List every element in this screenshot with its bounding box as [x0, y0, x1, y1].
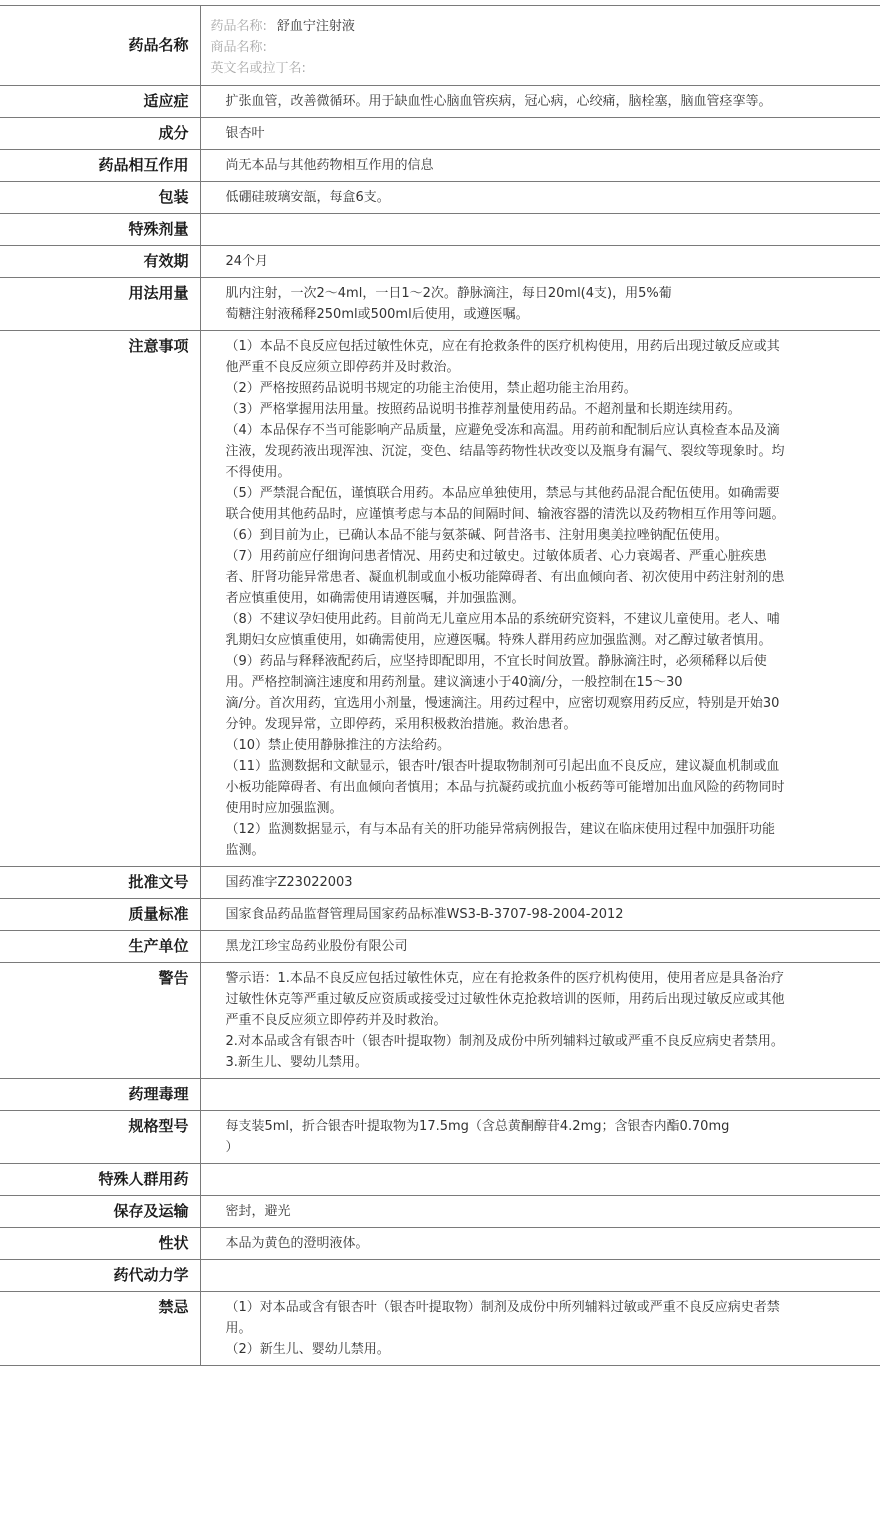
label-storage: 保存及运输 — [0, 1196, 200, 1228]
row-spec — [0, 1111, 880, 1164]
label-validity: 有效期 — [0, 246, 200, 278]
label-appearance: 性状 — [0, 1228, 200, 1260]
row-drug-name — [0, 6, 880, 86]
value-special-dosage — [200, 214, 880, 246]
generic-name-label: 药品名称: — [210, 19, 267, 34]
row-indications — [0, 86, 880, 118]
label-quality: 质量标准 — [0, 899, 200, 931]
trade-name-line — [211, 37, 786, 58]
value-manufacturer — [200, 931, 880, 963]
value-precautions — [200, 331, 880, 867]
label-interactions: 药品相互作用 — [0, 150, 200, 182]
row-warning — [0, 963, 880, 1079]
text-warning: 警示语：1.本品不良反应包括过敏性休克，应在有抢救条件的医疗机构使用，使用者应是具备治疗过敏性休克等严重过敏反应资质或接受过过敏性休克抢救培训的医师，用药后出现过敏反应或其他严重不良反应须立即停药并及时救治。 2.对本品或含有银杏叶（银杏叶提取物）制剂及成份中所列辅料过敏或严重不良反应病史者禁用。 3.新生儿、婴幼儿禁用。 — [225, 971, 785, 1070]
english-name-line — [211, 58, 786, 79]
value-validity — [200, 246, 880, 278]
row-special-dosage — [0, 214, 880, 246]
generic-name-value: 舒血宁注射液 — [276, 19, 355, 34]
text-manufacturer: 黑龙江珍宝岛药业股份有限公司 — [225, 939, 408, 954]
row-validity — [0, 246, 880, 278]
row-pharmacology — [0, 1079, 880, 1111]
label-pharmacology: 药理毒理 — [0, 1079, 200, 1111]
text-contraindications: （1）对本品或含有银杏叶（银杏叶提取物）制剂及成份中所列辅料过敏或严重不良反应病史者禁用。 （2）新生儿、婴幼儿禁用。 — [225, 1300, 780, 1357]
value-indications — [200, 86, 880, 118]
value-warning — [200, 963, 880, 1079]
generic-name-line — [211, 16, 786, 37]
value-interactions — [200, 150, 880, 182]
value-usage — [200, 278, 880, 331]
row-appearance — [0, 1228, 880, 1260]
row-storage — [0, 1196, 880, 1228]
text-storage: 密封，避光 — [225, 1204, 291, 1219]
drug-info-table — [0, 5, 880, 1366]
row-interactions — [0, 150, 880, 182]
text-quality: 国家食品药品监督管理局国家药品标准WS3-B-3707-98-2004-2012 — [225, 907, 624, 922]
trade-name-label: 商品名称: — [210, 40, 267, 55]
row-usage — [0, 278, 880, 331]
row-precautions — [0, 331, 880, 867]
label-contraindications: 禁忌 — [0, 1292, 200, 1366]
text-appearance: 本品为黄色的澄明液体。 — [225, 1236, 369, 1251]
text-spec: 每支装5ml，折合银杏叶提取物为17.5mg（含总黄酮醇苷4.2mg；含银杏内酯0.70mg ） — [225, 1119, 730, 1155]
text-approval: 国药准字Z23022003 — [225, 875, 353, 890]
value-pharmacology — [200, 1079, 880, 1111]
label-packaging: 包装 — [0, 182, 200, 214]
value-ingredients — [200, 118, 880, 150]
label-drug-name: 药品名称 — [0, 6, 200, 86]
row-manufacturer — [0, 931, 880, 963]
text-ingredients: 银杏叶 — [225, 126, 265, 141]
english-name-label: 英文名或拉丁名: — [210, 61, 306, 76]
label-pharmacokinetics: 药代动力学 — [0, 1260, 200, 1292]
value-packaging — [200, 182, 880, 214]
label-usage: 用法用量 — [0, 278, 200, 331]
text-validity: 24个月 — [225, 254, 269, 269]
label-warning: 警告 — [0, 963, 200, 1079]
label-precautions: 注意事项 — [0, 331, 200, 867]
label-manufacturer: 生产单位 — [0, 931, 200, 963]
label-ingredients: 成分 — [0, 118, 200, 150]
row-special-population — [0, 1164, 880, 1196]
text-precautions: （1）本品不良反应包括过敏性休克，应在有抢救条件的医疗机构使用，用药后出现过敏反应或其他严重不良反应须立即停药并及时救治。 （2）严格按照药品说明书规定的功能主治使用，禁止超功能主治用药。 （3）严格掌握用法用量。按照药品说明书推荐剂量使用药品。不超剂量和长期连续用药。 （4）本品保存不当可能影响产品质量，应避免受冻和高温。用药前和配制后应认真检查本品及滴注液，发现药液出现浑浊、沉淀，变色、结晶等药物性状改变以及瓶身有漏气、裂纹等现象时。均不得使用。 （5）严禁混合配伍，谨慎联合用药。本品应单独使用，禁忌与其他药品混合配伍使用。如确需要联合使用其他药品时，应谨慎考虑与本品的间隔时间、输液容器的清洗以及药物相互作用等问题。 （6）到目前为止，已确认本品不能与氨茶碱、阿昔洛韦、注射用奥美拉唑钠配伍使用。 （7）用药前应仔细询问患者情况、用药史和过敏史。过敏体质者、心力衰竭者、严重心脏疾患者、肝肾功能异常患者、凝血机制或血小板功能障碍者、有出血倾向者、初次使用中药注射剂的患者应慎重使用，如确需使用请遵医嘱，并加强监测。 （8）不建议孕妇使用此药。目前尚无儿童应用本品的系统研究资料，不建议儿童使用。老人、哺乳期妇女应慎重使用，如确需使用，应遵医嘱。特殊人群用药应加强监测。对乙醇过敏者慎用。 （9）药品与释释液配药后，应坚持即配即用，不宜长时间放置。静脉滴注时，必须稀释以后使用。严格控制滴注速度和用药剂量。建议滴速小于40滴/分，一般控制在15～30 滴/分。首次用药，宜选用小剂量，慢速滴注。用药过程中，应密切观察用药反应，特别是开始30分钟。发现异常，立即停药，采用积极救治措施。救治患者。 （10）禁止使用静脉推注的方法给药。 （11）监测数据和文献显示，银杏叶/银杏叶提取物制剂可引起出血不良反应，建议凝血机制或血小板功能障碍者、有出血倾向者慎用；本品与抗凝药或抗血小板药等可能增加出血风险的药物同时使用时应加强监测。 （12）监测数据显示，有与本品有关的肝功能异常病例报告，建议在临床使用过程中加强肝功能监测。 — [225, 339, 785, 858]
value-drug-name — [200, 6, 880, 86]
label-approval: 批准文号 — [0, 867, 200, 899]
value-quality — [200, 899, 880, 931]
row-ingredients — [0, 118, 880, 150]
value-appearance — [200, 1228, 880, 1260]
row-pharmacokinetics — [0, 1260, 880, 1292]
label-indications: 适应症 — [0, 86, 200, 118]
text-indications: 扩张血管，改善微循环。用于缺血性心脑血管疾病，冠心病，心绞痛，脑栓塞，脑血管痉挛等。 — [225, 94, 772, 109]
row-contraindications — [0, 1292, 880, 1366]
value-spec — [200, 1111, 880, 1164]
value-pharmacokinetics — [200, 1260, 880, 1292]
label-special-population: 特殊人群用药 — [0, 1164, 200, 1196]
value-contraindications — [200, 1292, 880, 1366]
row-packaging — [0, 182, 880, 214]
row-approval — [0, 867, 880, 899]
value-storage — [200, 1196, 880, 1228]
label-special-dosage: 特殊剂量 — [0, 214, 200, 246]
text-interactions: 尚无本品与其他药物相互作用的信息 — [225, 158, 434, 173]
label-spec: 规格型号 — [0, 1111, 200, 1164]
row-quality — [0, 899, 880, 931]
value-approval — [200, 867, 880, 899]
text-packaging: 低硼硅玻璃安瓿，每盒6支。 — [225, 190, 390, 205]
text-usage: 肌内注射，一次2～4ml，一日1～2次。静脉滴注，每日20ml(4支)，用5%葡 萄糖注射液稀释250ml或500ml后使用，或遵医嘱。 — [225, 286, 672, 322]
value-special-population — [200, 1164, 880, 1196]
